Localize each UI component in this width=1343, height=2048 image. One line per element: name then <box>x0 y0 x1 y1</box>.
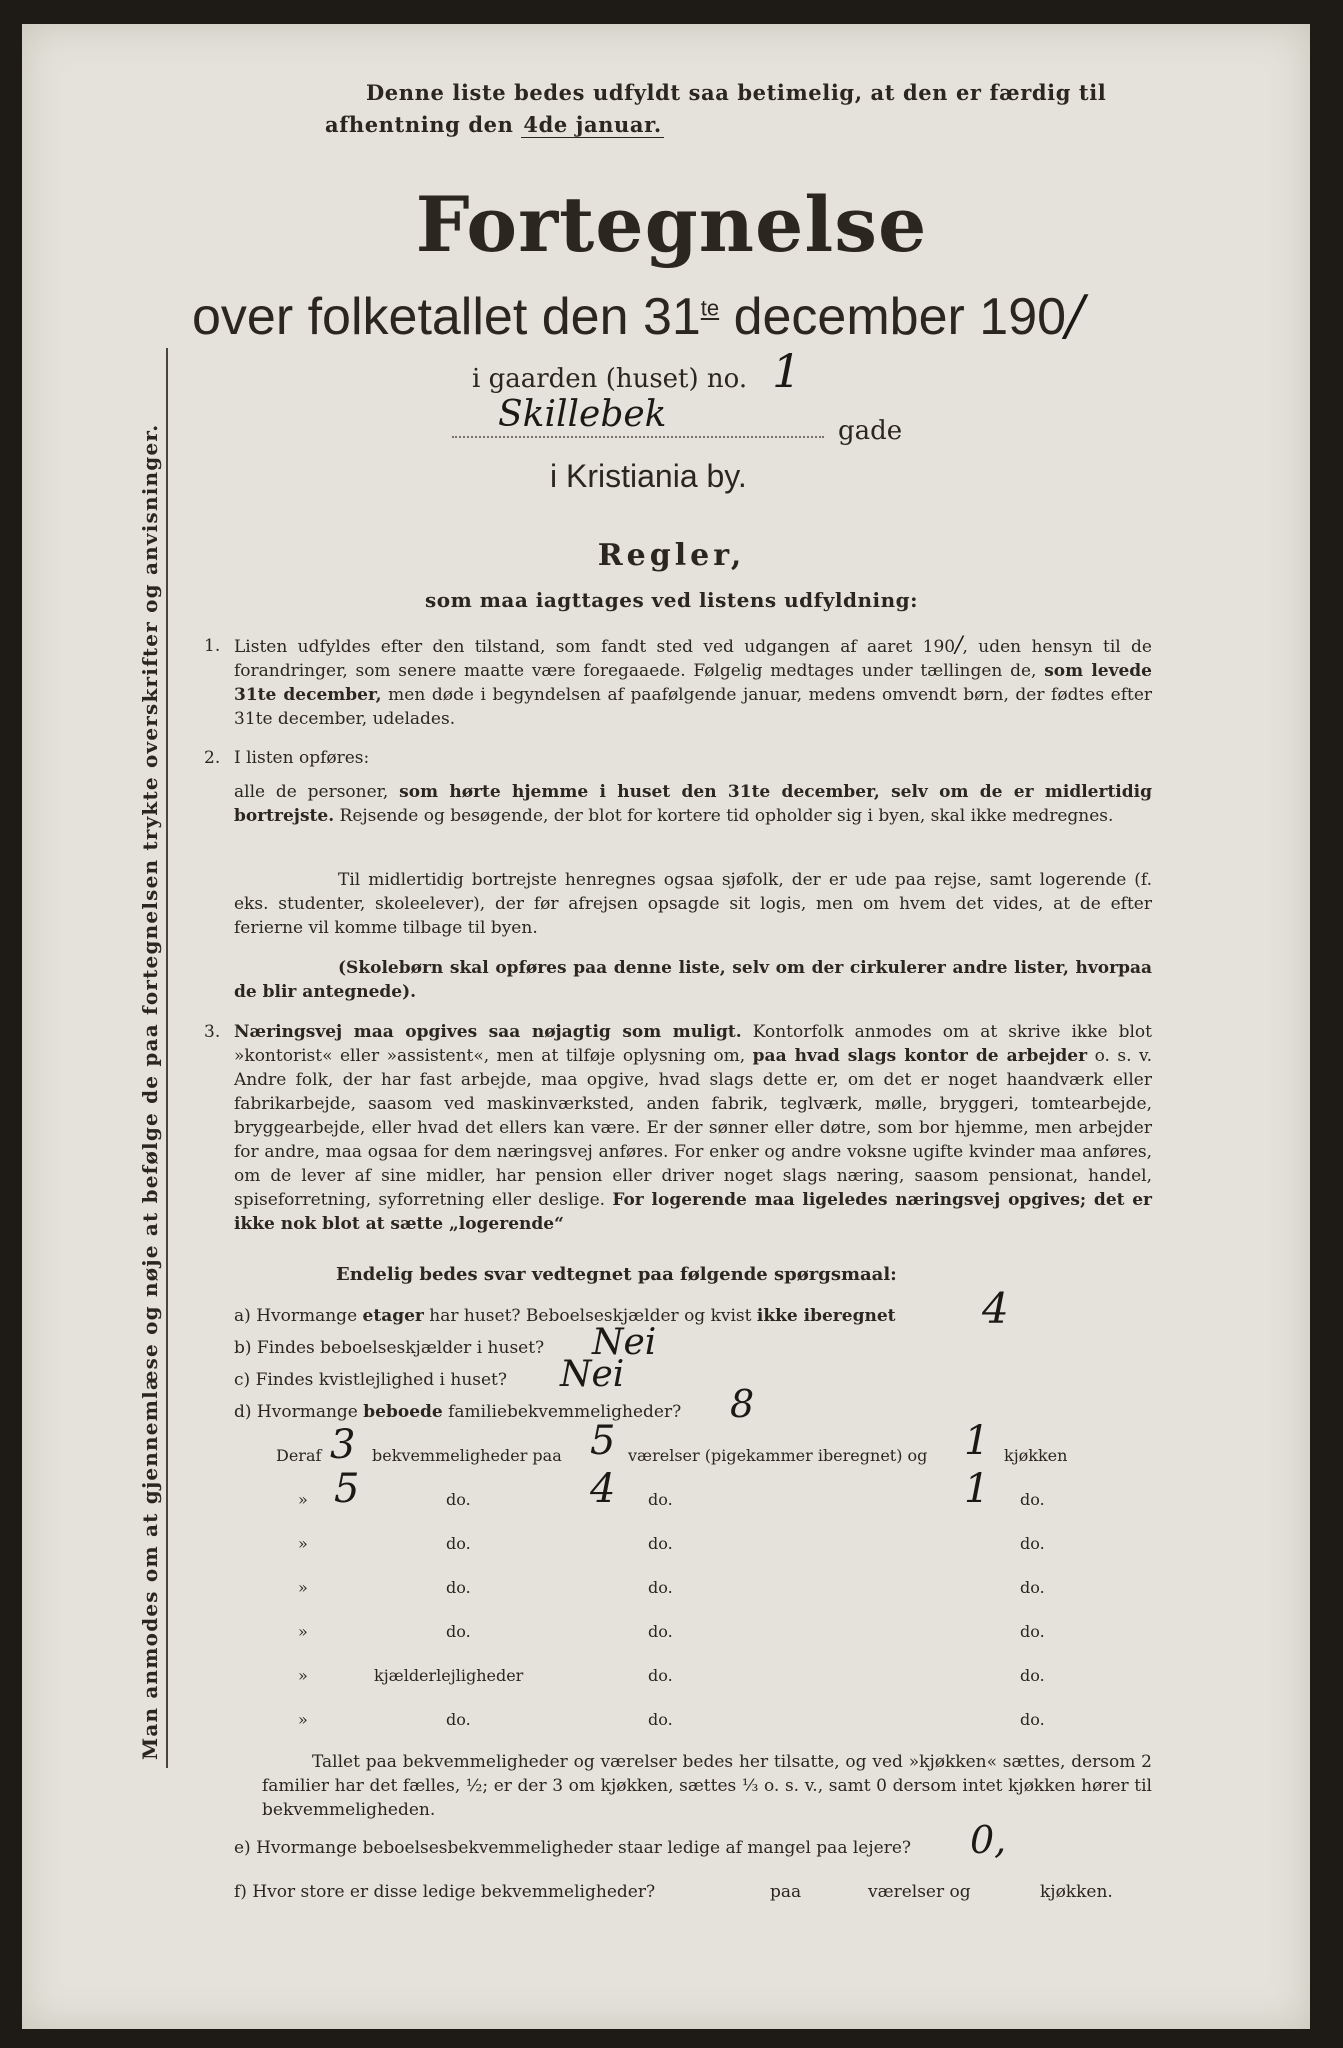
subtitle-year-handwritten: / <box>1066 284 1085 347</box>
question-f <box>234 1882 655 1902</box>
question-a-text-a: Hvormange <box>256 1306 358 1326</box>
street-dotted-line <box>452 436 824 438</box>
row-7-mark: » <box>298 1710 308 1729</box>
subtitle-month: december 190 <box>733 288 1067 346</box>
rule-1-year-handwritten: / <box>955 633 963 658</box>
answer-b-handwritten: Nei <box>592 1322 657 1363</box>
rules-subheading: som maa iagttages ved listens udfyldning: <box>424 588 919 612</box>
table-col-3: kjøkken <box>1004 1446 1068 1465</box>
rule-1-text-c: men døde i begyndelsen af paafølgende januar, medens omvendt børn, der fødtes efter 31te december, udelades. <box>234 685 1153 729</box>
row-7-do-3: do. <box>1020 1710 1045 1729</box>
rule-1-text <box>234 634 1152 731</box>
rule-3-text <box>234 1020 1152 1236</box>
row-1-kitchens-handwritten: 1 <box>964 1418 990 1464</box>
question-a-label: a) <box>234 1306 251 1326</box>
notice-prefix: afhentning den <box>325 112 514 137</box>
question-d-bold: beboede <box>363 1402 443 1422</box>
row-6-do-3: do. <box>1020 1666 1045 1685</box>
notice-line-2 <box>325 112 664 137</box>
rule-3-text-a: Kontorfolk anmodes om at skrive ikke blot »kontorist« eller »assistent«, men at tilføje oplysning om, <box>234 1022 1152 1066</box>
table-note: Tallet paa bekvemmeligheder og værelser bedes her tilsatte, og ved »kjøkken« sættes, dersom 2 familier har det fælles, ½; er der 3 om kjøkken, sættes ⅓ o. s. v., samt 0 dersom intet kjøkken hører til bekvemmeligheden. <box>262 1752 1152 1820</box>
question-c-text: Findes kvistlejlighed i huset? <box>255 1370 508 1390</box>
row-1-count-handwritten: 3 <box>330 1422 356 1468</box>
question-b-text: Findes beboelseskjælder i huset? <box>256 1338 545 1358</box>
row-3-do-1: do. <box>446 1534 471 1553</box>
question-c <box>234 1370 507 1390</box>
row-5-do-2: do. <box>648 1622 673 1641</box>
row-2-count-handwritten: 5 <box>334 1466 360 1512</box>
row-6-mark: » <box>298 1666 308 1685</box>
question-b <box>234 1338 544 1358</box>
row-4-do-2: do. <box>648 1578 673 1597</box>
sidebar-instruction: Man anmodes om at gjennemlæse og nøje at befølge de paa fortegnelsen trykte overskrifter og anvisninger. <box>138 423 162 1760</box>
rule-2-para-3: (Skolebørn skal opføres paa denne liste, selv om der cirkulerer andre lister, hvorpaa de blir antegnede). <box>234 958 1152 1002</box>
notice-date: 4de januar. <box>523 112 662 137</box>
answer-e-handwritten: 0, <box>970 1818 1007 1862</box>
street-suffix: gade <box>838 416 903 446</box>
row-5-do-3: do. <box>1020 1622 1045 1641</box>
subtitle-main: over folketallet den 31 <box>192 288 701 346</box>
answer-d-handwritten: 8 <box>730 1382 755 1426</box>
rule-2-para-2: Til midlertidig bortrejste henregnes ogsaa sjøfolk, der er ude paa rejse, samt logerende (f. eks. studenter, skoleelever), der før afrejsen opsagde sit logis, men om hvem det vides, at de efter ferierne vil komme tilbage til byen. <box>234 870 1152 938</box>
question-e-label: e) <box>234 1838 251 1858</box>
rule-2-number: 2. <box>204 748 221 768</box>
row-4-do-3: do. <box>1020 1578 1045 1597</box>
row-7-do-1: do. <box>446 1710 471 1729</box>
question-f-text: Hvor store er disse ledige bekvemmeligheder? <box>252 1882 656 1902</box>
row-2-kitchens-handwritten: 1 <box>964 1466 990 1512</box>
rule-3-text-b: o. s. v. Andre folk, der har fast arbejde, maa opgive, hvad slags dette er, om det er noget haandværk eller fabrikarbejde, saasom ved maskinværksted, anden fabrik, teglværk, mølle, bryggeri, tomtearbejde, bryggearbejde, eller hvad det ellers kan være. Er der sønner eller døtre, som bor hjemme, men arbejder for andre, maa ogsaa for dem næringsvej anføres. For enker og andre voksne ugifte kvinder maa anføres, om de lever af sine midler, har pension eller driver noget slags næring, saasom pensionat, handel, spiseforretning, syforretning eller deslige. <box>234 1046 1153 1210</box>
row-5-mark: » <box>298 1622 308 1641</box>
question-d-text-b: familiebekvemmeligheder? <box>448 1402 682 1422</box>
question-a-text-b: har huset? Beboelseskjælder og kvist <box>429 1306 752 1326</box>
questions-intro: Endelig bedes svar vedtegnet paa følgende spørgsmaal: <box>336 1264 897 1285</box>
rules-heading: Regler, <box>597 538 746 573</box>
question-d-text-a: Hvormange <box>256 1402 358 1422</box>
question-f-paa: paa <box>770 1882 802 1902</box>
house-label: i gaarden (huset) no. <box>472 364 748 394</box>
form-title: Fortegnelse <box>415 180 928 269</box>
notice-line-1: Denne liste bedes udfyldt saa betimelig, at den er færdig til <box>366 80 1107 105</box>
form-subtitle <box>192 284 1084 347</box>
question-b-label: b) <box>234 1338 252 1358</box>
question-d-label: d) <box>234 1402 252 1422</box>
question-e <box>234 1838 911 1858</box>
rule-3-bold-b: paa hvad slags kontor de arbejder <box>752 1046 1088 1066</box>
row-3-do-3: do. <box>1020 1534 1045 1553</box>
row-2-do-3: do. <box>1020 1490 1045 1509</box>
question-a-bold-2: ikke iberegnet <box>756 1306 896 1326</box>
rule-3-number: 3. <box>204 1022 221 1042</box>
rule-1-bold: som levede 31te december, <box>234 661 1152 705</box>
row-2-mark: » <box>298 1490 308 1509</box>
row-5-do-1: do. <box>446 1622 471 1641</box>
rule-2-text-a: alle de personer, <box>234 782 389 802</box>
rule-1-number: 1. <box>204 636 221 656</box>
row-7-do-2: do. <box>648 1710 673 1729</box>
street-name-handwritten: Skillebek <box>498 394 667 435</box>
question-c-label: c) <box>234 1370 251 1390</box>
row-1-rooms-handwritten: 5 <box>590 1418 616 1464</box>
row-2-rooms-handwritten: 4 <box>590 1466 616 1512</box>
row-4-mark: » <box>298 1578 308 1597</box>
rule-2-bold: som hørte hjemme i huset den 31te december, selv om de er midlertidig bortrejste. <box>234 782 1152 826</box>
row-4-do-1: do. <box>446 1578 471 1597</box>
question-f-label: f) <box>234 1882 247 1902</box>
deraf-label: Deraf <box>276 1446 322 1465</box>
table-col-2: værelser (pigekammer iberegnet) og <box>628 1446 928 1465</box>
rule-3-bold-c: For logerende maa ligeledes næringsvej opgives; det er ikke nok blot at sætte „logerende“ <box>234 1190 1153 1234</box>
question-f-vaerelser: værelser og <box>868 1882 971 1902</box>
row-3-do-2: do. <box>648 1534 673 1553</box>
rule-2-text <box>234 780 1152 828</box>
rule-2-intro: I listen opføres: <box>234 748 370 768</box>
row-2-do-2: do. <box>648 1490 673 1509</box>
rule-1-text-a: Listen udfyldes efter den tilstand, som fandt sted ved udgangen af aaret 190 <box>234 637 956 657</box>
rule-1-text-b: , uden hensyn til de forandringer, som senere maatte være foregaaede. Følgelig medtages under tællingen de, <box>234 637 1152 681</box>
answer-c-handwritten: Nei <box>560 1354 625 1395</box>
city-line: i Kristiania by. <box>550 458 747 494</box>
question-f-kjokken: kjøkken. <box>1040 1882 1113 1902</box>
row-6-do-2: do. <box>648 1666 673 1685</box>
row-2-do-1: do. <box>446 1490 471 1509</box>
subtitle-sup: te <box>700 295 720 321</box>
table-col-1: bekvemmeligheder paa <box>372 1446 562 1465</box>
rule-3-bold-a: Næringsvej maa opgives saa nøjagtig som muligt. <box>234 1022 742 1042</box>
row-6-kjaelder: kjælderlejligheder <box>374 1666 524 1685</box>
answer-a-handwritten: 4 <box>982 1284 1009 1333</box>
question-a <box>234 1306 896 1326</box>
question-e-text: Hvormange beboelsesbekvemmeligheder staar ledige af mangel paa lejere? <box>256 1838 911 1858</box>
rule-2-text-b: Rejsende og besøgende, der blot for kortere tid opholder sig i byen, skal ikke medregnes. <box>339 806 1114 826</box>
row-3-mark: » <box>298 1534 308 1553</box>
house-number-handwritten: 1 <box>772 344 802 398</box>
question-a-bold: etager <box>362 1306 424 1326</box>
